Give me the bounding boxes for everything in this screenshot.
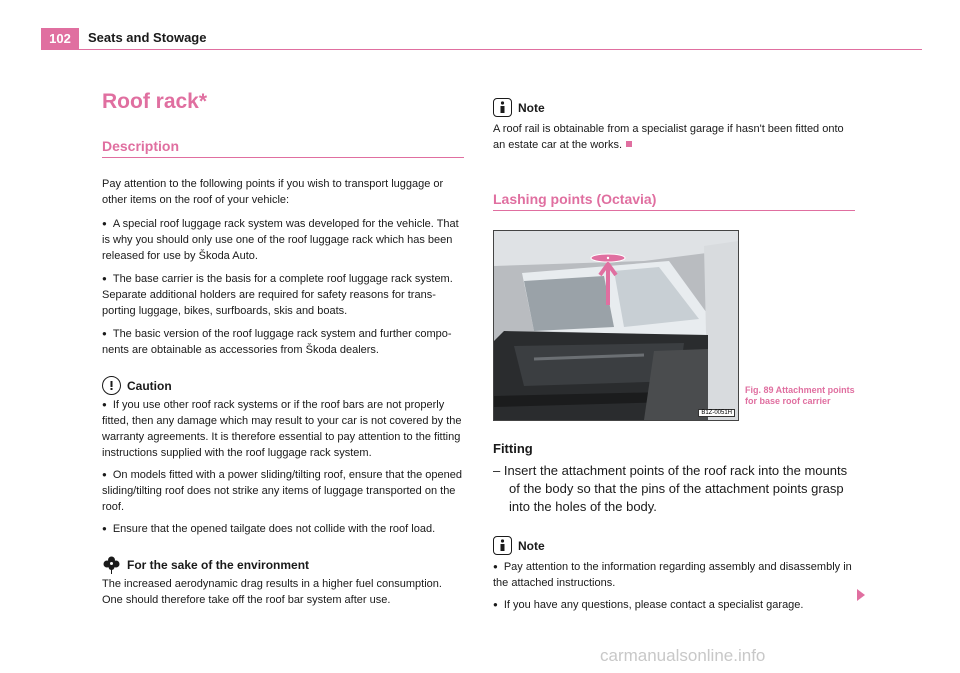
car-door-illustration (494, 231, 738, 420)
figure-89 (493, 230, 739, 421)
caution-bullet: ● If you use other roof rack systems or if the roof bars are not properly fitted, then any damage which may result to your car is not covered by the warranty agreements. It is therefore essential to pay attention to the fitting instructions supplied with the roof luggage rack system. (102, 397, 464, 461)
description-bullet: ● The basic version of the roof luggage rack system and further compo- nents are obtainable as accessories from Škoda dealers. (102, 326, 464, 358)
note2-bullet: ● If you have any questions, please contact a specialist garage. (493, 597, 855, 613)
note-text: A roof rail is obtainable from a specialist garage if hasn't been fitted onto an estate car at the works. (493, 123, 844, 151)
page-title: Roof rack* (102, 90, 208, 113)
caution-heading-row (102, 376, 464, 395)
caution-heading: Caution (127, 378, 172, 393)
caution-bullet: ● Ensure that the opened tailgate does not collide with the roof load. (102, 521, 464, 537)
info-icon (493, 98, 512, 117)
note2-bullet: ● Pay attention to the information regarding assembly and disassembly in the attached instructions. (493, 559, 855, 591)
note2-heading-row (493, 536, 855, 555)
header-rule (41, 49, 922, 50)
note-heading-row (493, 98, 855, 117)
caution-bullet: ● On models fitted with a power sliding/tilting roof, ensure that the opened sliding/tilting roof does not strike any items of luggage transported on the roof. (102, 467, 464, 515)
description-heading: Description (102, 138, 464, 158)
info-icon (493, 536, 512, 555)
description-intro: Pay attention to the following points if you wish to transport luggage or other items on the roof of your vehicle: (102, 178, 444, 206)
left-column (102, 138, 464, 608)
figure-code: B1Z-0051H (698, 409, 735, 417)
watermark: carmanualsonline.info (600, 646, 766, 665)
right-column-bottom (493, 441, 855, 613)
fitting-heading: Fitting (493, 441, 533, 456)
right-column-top (493, 98, 855, 211)
description-bullet: ● A special roof luggage rack system was developed for the vehicle. That is why you should only use one of the roof luggage rack which has been released for use by Škoda Auto. (102, 216, 464, 264)
caution-icon (102, 376, 121, 395)
environment-text: The increased aerodynamic drag results in a higher fuel consumption. One should therefore take off the roof bar system after use. (102, 578, 442, 606)
page-number: 102 (41, 28, 79, 50)
figure-caption: Fig. 89 Attachment points for base roof carrier (745, 385, 855, 406)
end-marker (626, 141, 632, 147)
environment-heading: For the sake of the environment (127, 557, 310, 572)
note2-heading: Note (518, 538, 545, 553)
flower-icon (102, 555, 121, 574)
description-bullet: ● The base carrier is the basis for a complete roof luggage rack system. Separate additional holders are required for safety reasons for trans- porting luggage, bikes, surfboards, skis and boats. (102, 271, 464, 319)
environment-heading-row (102, 555, 464, 574)
lashing-points-heading: Lashing points (Octavia) (493, 191, 855, 211)
page-header (0, 28, 960, 50)
note-heading: Note (518, 100, 545, 115)
fitting-step: – Insert the attachment points of the roof rack into the mounts of the body so that the pins of the attachment points grasp into the holes of the body. (493, 463, 848, 514)
section-title: Seats and Stowage (88, 30, 207, 45)
next-page-arrow-icon (857, 589, 865, 601)
